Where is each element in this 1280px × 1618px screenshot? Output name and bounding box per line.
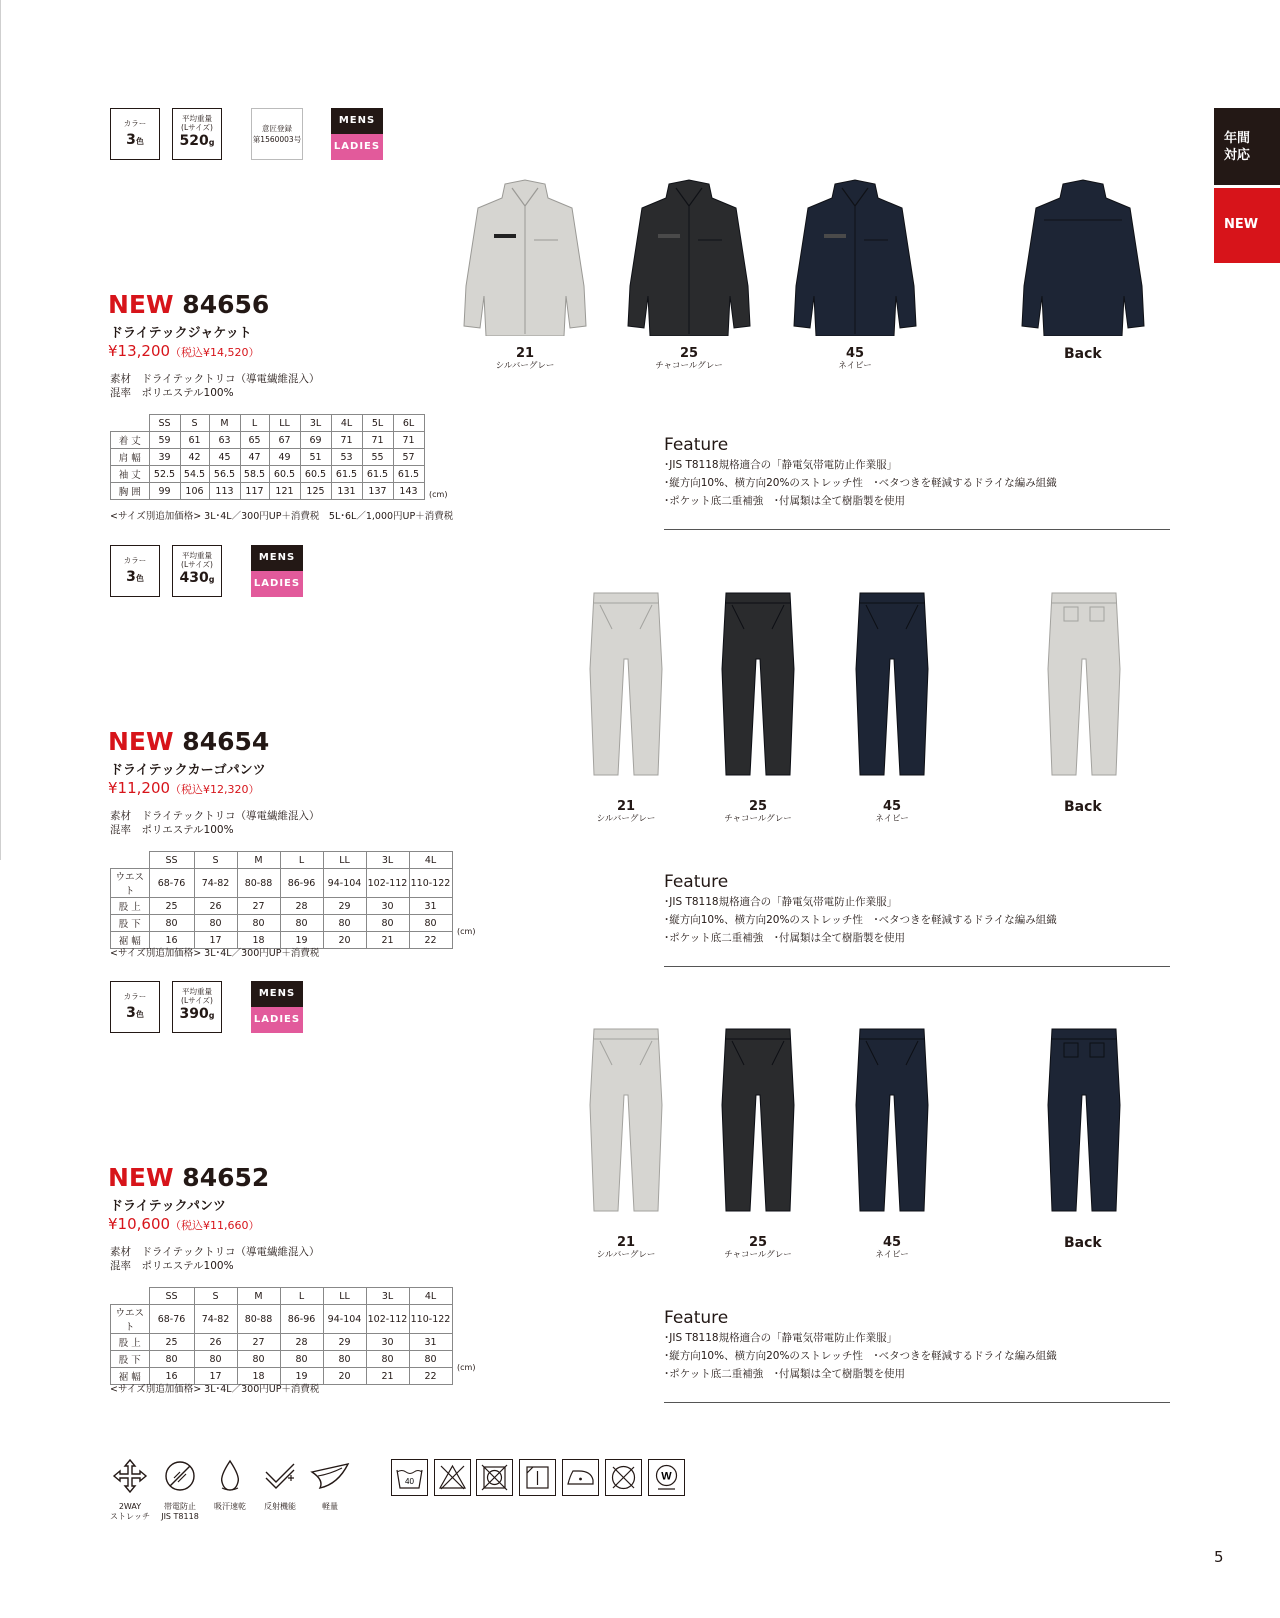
size-cell: 99 (149, 483, 180, 500)
iron-low-icon (562, 1459, 599, 1496)
weight-value: 430 (179, 570, 209, 586)
size-cell: 袖 丈 (111, 466, 150, 483)
size-header: SS (149, 1288, 194, 1305)
size-header: S (194, 1288, 237, 1305)
size-cell: 51 (300, 449, 331, 466)
size-cell: 16 (149, 932, 194, 949)
size-cell: 80 (409, 1351, 452, 1368)
weight-value: 390 (179, 1006, 209, 1022)
size-cell: 25 (149, 898, 194, 915)
size-table (110, 414, 425, 500)
size-cell: 肩 幅 (111, 449, 150, 466)
table-row (111, 466, 425, 483)
size-header: M (237, 852, 280, 869)
size-cell: 49 (269, 449, 300, 466)
price-tax: （税込¥11,660） (170, 1219, 260, 1232)
antistatic-icon (162, 1479, 198, 1498)
size-cell: 裾 幅 (111, 1368, 150, 1385)
size-cell: 55 (362, 449, 393, 466)
size-cell: 57 (393, 449, 424, 466)
color-unit: 色 (135, 574, 144, 583)
size-cell: 58.5 (240, 466, 269, 483)
size-cell: 59 (149, 432, 180, 449)
product-section-84654 (0, 545, 1280, 981)
lightweight-icon (310, 1479, 350, 1498)
size-cell: 74-82 (194, 869, 237, 898)
size-cell: 74-82 (194, 1305, 237, 1334)
garment-25 (718, 589, 798, 783)
table-row (111, 869, 453, 898)
size-cell: 18 (237, 932, 280, 949)
new-tab: NEW (1214, 188, 1280, 263)
feature-title: Feature (664, 435, 729, 455)
size-cell: 56.5 (209, 466, 240, 483)
mens-tag: MENS (331, 108, 383, 134)
garment-25 (718, 1025, 798, 1219)
weight-unit: g (208, 138, 215, 147)
size-cell: 71 (362, 432, 393, 449)
product-code: 84656 (182, 290, 270, 319)
product-title (108, 727, 269, 757)
wet-clean-icon (648, 1459, 685, 1496)
product-price (108, 342, 260, 360)
size-header: 6L (393, 415, 424, 432)
size-cell: 80 (149, 915, 194, 932)
size-cell: 80 (280, 915, 323, 932)
size-header: LL (323, 1288, 366, 1305)
feature-block (664, 434, 1057, 510)
weight-box (172, 108, 222, 160)
size-cell: 30 (366, 898, 409, 915)
size-header: L (240, 415, 269, 432)
size-cell: 80 (194, 915, 237, 932)
color-count: 3 (126, 569, 136, 585)
material-fabric: 素材 ドライテックトリコ（導電繊維混入） (110, 810, 320, 822)
weight-value: 520 (179, 133, 209, 149)
product-title (108, 290, 269, 320)
color-label: カラー (123, 556, 147, 565)
size-cell: 53 (331, 449, 362, 466)
feature-block (664, 871, 1057, 947)
size-cell: 80 (366, 915, 409, 932)
new-label: NEW (108, 1163, 174, 1192)
weight-label: 平均重量 (Lサイズ) (181, 114, 213, 132)
size-cell: 17 (194, 932, 237, 949)
size-cell: 102-112 (366, 869, 409, 898)
feature-title: Feature (664, 1308, 729, 1328)
weight-box (172, 545, 222, 597)
color-name: チャコールグレー (724, 1250, 792, 1260)
color-name: シルバーグレー (495, 361, 555, 371)
size-price-note: <サイズ別追加価格> 3L･4L／300円UP＋消費税 (110, 948, 320, 959)
garment-21 (586, 1025, 666, 1219)
unit-label: (cm) (457, 1363, 476, 1372)
color-count: 3 (126, 1005, 136, 1021)
section-divider (664, 529, 1170, 530)
feature-block (664, 1307, 1057, 1383)
weight-box (172, 981, 222, 1033)
table-row (111, 432, 425, 449)
gender-tags (251, 545, 303, 597)
size-cell: 61.5 (362, 466, 393, 483)
product-name: ドライテックパンツ (110, 1199, 226, 1214)
size-cell: 裾 幅 (111, 932, 150, 949)
size-cell: 61.5 (331, 466, 362, 483)
size-cell: 102-112 (366, 1305, 409, 1334)
material-blend: 混率 ポリエステル100% (110, 1260, 234, 1272)
function-icon-label: 吸汗速乾 (214, 1502, 246, 1511)
size-cell: 80 (323, 1351, 366, 1368)
size-header: M (237, 1288, 280, 1305)
color-label: カラー (123, 992, 147, 1001)
price-tax: （税込¥12,320） (170, 783, 260, 796)
feature-item: ･ポケット底二重補強 ･付属類は全て樹脂製を使用 (664, 495, 905, 507)
color-label-45 (832, 799, 952, 824)
size-cell: 27 (237, 1334, 280, 1351)
garment-45 (852, 589, 932, 783)
color-count: 3 (126, 132, 136, 148)
size-cell: 39 (149, 449, 180, 466)
size-cell: 19 (280, 1368, 323, 1385)
product-code: 84654 (182, 727, 270, 756)
size-cell: 68-76 (149, 1305, 194, 1334)
size-header: 3L (300, 415, 331, 432)
color-number: 45 (882, 799, 902, 814)
size-cell: 54.5 (180, 466, 209, 483)
product-title (108, 1163, 269, 1193)
color-label: カラー (123, 119, 147, 128)
design-registration: 意匠登録 第1560003号 (251, 108, 303, 160)
material (110, 809, 319, 837)
size-cell: 31 (409, 1334, 452, 1351)
color-name: シルバーグレー (596, 814, 656, 824)
new-label: NEW (108, 727, 174, 756)
size-cell: 股 上 (111, 898, 150, 915)
no-tumble-dry-icon (476, 1459, 513, 1496)
line-dry-shade-icon (519, 1459, 556, 1496)
size-cell: 69 (300, 432, 331, 449)
page-number: 5 (1214, 1548, 1224, 1566)
price-tax: （税込¥14,520） (170, 346, 260, 359)
color-number: 25 (748, 1235, 768, 1250)
gender-tags (331, 108, 383, 160)
price-value: ¥11,200 (108, 779, 171, 797)
sweat-absorb-icon (212, 1479, 248, 1498)
feature-item: ･ポケット底二重補強 ･付属類は全て樹脂製を使用 (664, 1368, 905, 1380)
price-value: ¥13,200 (108, 342, 171, 360)
size-cell: 80 (194, 1351, 237, 1368)
size-header: L (280, 852, 323, 869)
size-cell: 80 (237, 915, 280, 932)
size-price-note: <サイズ別追加価格> 3L･4L／300円UP＋消費税 5L･6L／1,000円UP＋消費税 (110, 511, 454, 522)
ladies-tag: LADIES (331, 134, 383, 160)
no-bleach-icon (434, 1459, 471, 1496)
product-section-84652 (0, 981, 1280, 1417)
section-divider (664, 966, 1170, 967)
garment-25 (624, 176, 754, 340)
size-cell: 20 (323, 932, 366, 949)
size-cell: 113 (209, 483, 240, 500)
color-count-box (110, 545, 160, 597)
color-label-25 (629, 346, 749, 371)
back-label: Back (1064, 799, 1102, 815)
color-name: ネイビー (875, 1250, 909, 1260)
color-name: ネイビー (838, 361, 872, 371)
size-header: 3L (366, 1288, 409, 1305)
color-name: シルバーグレー (596, 1250, 656, 1260)
size-cell: 71 (393, 432, 424, 449)
size-cell: 22 (409, 1368, 452, 1385)
size-header: 4L (409, 852, 452, 869)
unit-label: (cm) (429, 490, 448, 499)
size-cell: 19 (280, 932, 323, 949)
feature-item: ･縦方向10%、横方向20%のストレッチ性 ･ベタつきを軽減するドライな編み組織 (664, 477, 1057, 489)
table-row (111, 1305, 453, 1334)
color-number: 21 (616, 799, 636, 814)
size-cell: 106 (180, 483, 209, 500)
color-number: 25 (679, 346, 699, 361)
size-price-note: <サイズ別追加価格> 3L･4L／300円UP＋消費税 (110, 1384, 320, 1395)
product-price (108, 779, 260, 797)
size-cell: 80 (237, 1351, 280, 1368)
ladies-tag: LADIES (251, 571, 303, 597)
size-cell: 18 (237, 1368, 280, 1385)
size-cell: ウエスト (111, 869, 150, 898)
size-header: 3L (366, 852, 409, 869)
table-row (111, 1334, 453, 1351)
product-section-84656 (0, 108, 1280, 544)
product-name: ドライテックジャケット (110, 326, 252, 341)
color-name: チャコールグレー (724, 814, 792, 824)
table-row (111, 915, 453, 932)
feature-item: ･縦方向10%、横方向20%のストレッチ性 ･ベタつきを軽減するドライな編み組織 (664, 914, 1057, 926)
weight-label: 平均重量 (Lサイズ) (181, 987, 213, 1005)
color-name: ネイビー (875, 814, 909, 824)
function-icon-label: 反射機能 (264, 1502, 296, 1511)
size-cell: 22 (409, 932, 452, 949)
size-cell: 137 (362, 483, 393, 500)
garment-21 (586, 589, 666, 783)
size-table (110, 851, 453, 949)
size-cell: 28 (280, 1334, 323, 1351)
product-code: 84652 (182, 1163, 270, 1192)
size-cell: 71 (331, 432, 362, 449)
size-cell: 110-122 (409, 1305, 452, 1334)
product-name: ドライテックカーゴパンツ (110, 763, 266, 778)
color-label-45 (795, 346, 915, 371)
garment-back (1044, 589, 1124, 783)
function-icon-label: 帯電防止 JIS T8118 (161, 1502, 199, 1521)
size-cell: 17 (194, 1368, 237, 1385)
size-cell: 80-88 (237, 869, 280, 898)
color-number: 21 (515, 346, 535, 361)
color-name: チャコールグレー (655, 361, 723, 371)
size-cell: 65 (240, 432, 269, 449)
size-cell: 60.5 (300, 466, 331, 483)
stretch-icon (112, 1479, 148, 1498)
size-cell: 26 (194, 1334, 237, 1351)
color-unit: 色 (135, 137, 144, 146)
color-number: 21 (616, 1235, 636, 1250)
svg-text:W: W (661, 1470, 672, 1483)
color-count-box (110, 108, 160, 160)
color-label-25 (698, 1235, 818, 1260)
size-table (110, 1287, 453, 1385)
color-number: 25 (748, 799, 768, 814)
size-cell: 86-96 (280, 869, 323, 898)
size-cell: 21 (366, 1368, 409, 1385)
new-label: NEW (108, 290, 174, 319)
ladies-tag: LADIES (251, 1007, 303, 1033)
feature-item: ･JIS T8118規格適合の「静電気帯電防止作業服」 (664, 896, 898, 908)
size-cell: 80 (323, 915, 366, 932)
color-count-box (110, 981, 160, 1033)
table-row (111, 449, 425, 466)
size-header: L (280, 1288, 323, 1305)
color-label-21 (566, 1235, 686, 1260)
size-cell: 股 下 (111, 1351, 150, 1368)
size-cell: 86-96 (280, 1305, 323, 1334)
size-header: SS (149, 852, 194, 869)
size-cell: 61 (180, 432, 209, 449)
material (110, 1245, 319, 1273)
garment-45 (790, 176, 920, 340)
gender-tags (251, 981, 303, 1033)
material-blend: 混率 ポリエステル100% (110, 824, 234, 836)
size-cell: 股 上 (111, 1334, 150, 1351)
size-header: S (180, 415, 209, 432)
size-cell: 28 (280, 898, 323, 915)
weight-label: 平均重量 (Lサイズ) (181, 551, 213, 569)
size-cell: 61.5 (393, 466, 424, 483)
wash-40-icon (391, 1459, 428, 1496)
size-cell: 31 (409, 898, 452, 915)
size-header: SS (149, 415, 180, 432)
size-cell: 29 (323, 1334, 366, 1351)
section-divider (664, 1402, 1170, 1403)
size-cell: 110-122 (409, 869, 452, 898)
size-cell: 94-104 (323, 869, 366, 898)
back-label: Back (1064, 1235, 1102, 1251)
function-icon-label: 軽量 (322, 1502, 338, 1511)
size-header (111, 1288, 150, 1305)
color-number: 45 (845, 346, 865, 361)
weight-unit: g (208, 1011, 215, 1020)
size-cell: 30 (366, 1334, 409, 1351)
size-header: S (194, 852, 237, 869)
size-cell: ウエスト (111, 1305, 150, 1334)
material-fabric: 素材 ドライテックトリコ（導電繊維混入） (110, 373, 320, 385)
size-cell: 60.5 (269, 466, 300, 483)
size-header: 5L (362, 415, 393, 432)
size-cell: 80-88 (237, 1305, 280, 1334)
size-cell: 117 (240, 483, 269, 500)
product-price (108, 1215, 260, 1233)
table-row (111, 483, 425, 500)
size-cell: 47 (240, 449, 269, 466)
feature-title: Feature (664, 872, 729, 892)
color-label-21 (566, 799, 686, 824)
size-header (111, 415, 150, 432)
material-fabric: 素材 ドライテックトリコ（導電繊維混入） (110, 1246, 320, 1258)
size-cell: 25 (149, 1334, 194, 1351)
size-header: 4L (331, 415, 362, 432)
size-cell: 45 (209, 449, 240, 466)
feature-item: ･縦方向10%、横方向20%のストレッチ性 ･ベタつきを軽減するドライな編み組織 (664, 1350, 1057, 1362)
size-cell: 29 (323, 898, 366, 915)
svg-text:40: 40 (405, 1477, 414, 1486)
garment-back (1044, 1025, 1124, 1219)
size-cell: 21 (366, 932, 409, 949)
size-cell: 股 下 (111, 915, 150, 932)
color-label-25 (698, 799, 818, 824)
size-cell: 着 丈 (111, 432, 150, 449)
size-cell: 16 (149, 1368, 194, 1385)
color-number: 45 (882, 1235, 902, 1250)
size-cell: 52.5 (149, 466, 180, 483)
size-header (111, 852, 150, 869)
size-cell: 42 (180, 449, 209, 466)
no-dry-clean-icon (605, 1459, 642, 1496)
table-row (111, 1351, 453, 1368)
garment-back (1018, 176, 1148, 340)
size-cell: 121 (269, 483, 300, 500)
size-cell: 94-104 (323, 1305, 366, 1334)
price-value: ¥10,600 (108, 1215, 171, 1233)
size-cell: 80 (366, 1351, 409, 1368)
size-cell: 68-76 (149, 869, 194, 898)
size-cell: 26 (194, 898, 237, 915)
feature-item: ･JIS T8118規格適合の「静電気帯電防止作業服」 (664, 1332, 898, 1344)
function-icon-item (300, 1458, 360, 1512)
size-header: M (209, 415, 240, 432)
table-row (111, 898, 453, 915)
size-header: 4L (409, 1288, 452, 1305)
feature-item: ･ポケット底二重補強 ･付属類は全て樹脂製を使用 (664, 932, 905, 944)
size-cell: 胸 囲 (111, 483, 150, 500)
garment-21 (460, 176, 590, 340)
size-cell: 63 (209, 432, 240, 449)
size-cell: 67 (269, 432, 300, 449)
year-round-tab: 年間 対応 (1214, 108, 1280, 185)
color-label-45 (832, 1235, 952, 1260)
mens-tag: MENS (251, 981, 303, 1007)
size-cell: 143 (393, 483, 424, 500)
material-blend: 混率 ポリエステル100% (110, 387, 234, 399)
size-cell: 20 (323, 1368, 366, 1385)
size-cell: 131 (331, 483, 362, 500)
mens-tag: MENS (251, 545, 303, 571)
feature-item: ･JIS T8118規格適合の「静電気帯電防止作業服」 (664, 459, 898, 471)
size-cell: 27 (237, 898, 280, 915)
size-header: LL (269, 415, 300, 432)
garment-45 (852, 1025, 932, 1219)
size-cell: 80 (409, 915, 452, 932)
weight-unit: g (208, 575, 215, 584)
size-cell: 80 (149, 1351, 194, 1368)
size-cell: 80 (280, 1351, 323, 1368)
function-icon-label: 2WAY ストレッチ (110, 1502, 150, 1521)
color-unit: 色 (135, 1010, 144, 1019)
size-header: LL (323, 852, 366, 869)
material (110, 372, 319, 400)
color-label-21 (465, 346, 585, 371)
size-cell: 125 (300, 483, 331, 500)
unit-label: (cm) (457, 927, 476, 936)
back-label: Back (1064, 346, 1102, 362)
reflective-icon (262, 1479, 298, 1498)
